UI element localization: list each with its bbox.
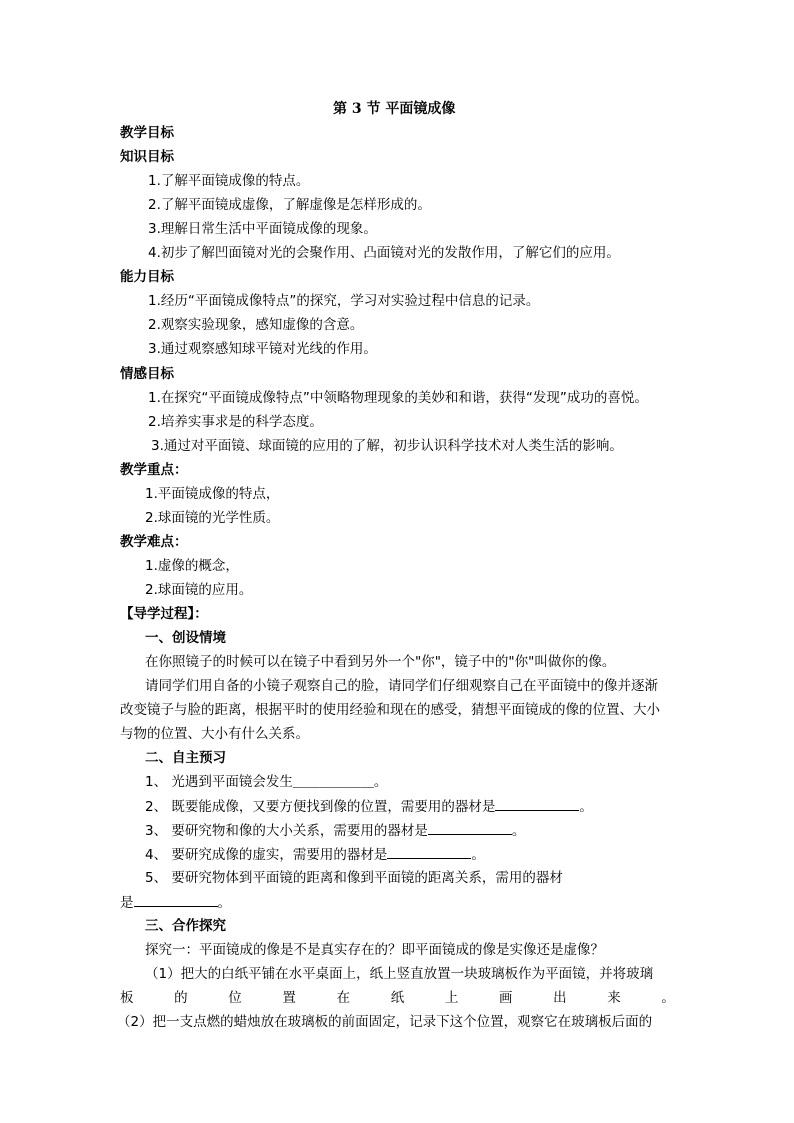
ability-item: 1.经历“平面镜成像特点”的探究，学习对实验过程中信息的记录。 bbox=[148, 293, 540, 309]
question-text: 2、 既要能成像，又要方便找到像的位置，需要用的器材是 bbox=[145, 799, 496, 815]
ability-goals-heading: 能力目标 bbox=[120, 269, 174, 285]
paragraph-line: 改变镜子与脸的距离，根据平时的使用经验和现在的感受，猜想平面镜成的像的位置、大小 bbox=[120, 702, 660, 718]
justified-char: 上 bbox=[444, 990, 459, 1006]
difficulty-item: 1.虚像的概念， bbox=[145, 558, 239, 574]
key-point-item: 2.球面镜的光学性质。 bbox=[145, 510, 280, 526]
key-point-item: 1.平面镜成像的特点， bbox=[145, 486, 280, 502]
emotion-goals-heading: 情感目标 bbox=[120, 366, 174, 382]
question-text: 3、 要研究物和像的大小关系，需要用的器材是 bbox=[145, 823, 428, 839]
justified-char: 的 bbox=[174, 990, 188, 1006]
answer-blank[interactable] bbox=[387, 846, 471, 859]
question-period: 。 bbox=[511, 823, 526, 839]
section-heading: 一、创设情境 bbox=[145, 630, 226, 646]
emotion-item: 3.通过对平面镜、球面镜的应用的了解，初步认识科学技术对人类生活的影响。 bbox=[151, 438, 623, 454]
justified-char: 来 bbox=[607, 990, 621, 1006]
paragraph-line: 在你照镜子的时候可以在镜子中看到另外一个"你"，镜子中的"你"叫做你的像。 bbox=[145, 654, 616, 670]
ability-item: 2.观察实验现象，感知虚像的含意。 bbox=[148, 317, 364, 333]
preview-question bbox=[145, 846, 485, 863]
paragraph-line: 请同学们用自备的小镜子观察自己的脸，请同学们仔细观察自己在平面镜中的像并逐渐 bbox=[145, 678, 658, 694]
question-period: 。 bbox=[217, 895, 231, 911]
knowledge-item: 3.理解日常生活中平面镜成像的现象。 bbox=[148, 221, 377, 237]
page-title: 第 3 节 平面镜成像 bbox=[333, 101, 456, 117]
preview-question-continued bbox=[120, 894, 231, 911]
knowledge-item: 1.了解平面镜成像的特点。 bbox=[148, 173, 310, 189]
ability-item: 3.通过观察感知球平镜对光线的作用。 bbox=[148, 341, 377, 357]
answer-blank[interactable] bbox=[428, 822, 512, 835]
section-heading: 三、合作探究 bbox=[145, 918, 226, 934]
answer-blank[interactable] bbox=[134, 894, 218, 907]
process-heading: 【导学过程】： bbox=[120, 606, 208, 622]
preview-question bbox=[145, 822, 525, 839]
justified-char: 置 bbox=[282, 990, 296, 1006]
teaching-goals-heading: 教学目标 bbox=[120, 125, 174, 141]
inquiry-question: 探究一：平面镜成的像是不是真实存在的？即平面镜成的像是实像还是虚像？ bbox=[145, 942, 604, 958]
justified-char: 在 bbox=[336, 990, 351, 1006]
knowledge-item: 2.了解平面镜成虚像，了解虚像是怎样形成的。 bbox=[148, 197, 431, 213]
justified-char: 纸 bbox=[390, 990, 405, 1006]
step-line: （1）把大的白纸平铺在水平桌面上，纸上竖直放置一块玻璃板作为平面镜，并将玻璃 bbox=[145, 966, 654, 982]
justified-char: 出 bbox=[553, 990, 567, 1006]
difficulty-item: 2.球面镜的应用。 bbox=[145, 582, 253, 598]
preview-question: 5、 要研究物体到平面镜的距离和像到平面镜的距离关系，需用的器材 bbox=[145, 870, 563, 886]
section-heading: 二、自主预习 bbox=[145, 750, 226, 766]
question-period: 。 bbox=[579, 799, 593, 815]
justified-char: 。 bbox=[661, 990, 675, 1006]
paragraph-line: 与物的位置、大小有什么关系。 bbox=[120, 726, 309, 742]
justified-char: 画 bbox=[498, 990, 513, 1006]
knowledge-item: 4.初步了解凹面镜对光的会聚作用、凸面镜对光的发散作用，了解它们的应用。 bbox=[148, 245, 620, 261]
key-points-heading: 教学重点： bbox=[120, 462, 188, 478]
justified-char: 位 bbox=[228, 990, 242, 1006]
answer-blank[interactable] bbox=[495, 798, 579, 811]
preview-question bbox=[145, 798, 593, 815]
step-line-justified bbox=[120, 990, 675, 1006]
question-text: 是 bbox=[120, 895, 134, 911]
justified-char: 板 bbox=[120, 990, 134, 1006]
question-period: 。 bbox=[471, 847, 485, 863]
knowledge-goals-heading: 知识目标 bbox=[120, 149, 174, 165]
difficulties-heading: 教学难点： bbox=[120, 534, 188, 550]
question-text: 4、 要研究成像的虚实，需要用的器材是 bbox=[145, 847, 388, 863]
emotion-item: 1.在探究“平面镜成像特点”中领略物理现象的美妙和和谐，获得“发现”成功的喜悦。 bbox=[148, 390, 648, 406]
emotion-item: 2.培养实事求是的科学态度。 bbox=[148, 414, 323, 430]
step-line: （2）把一支点燃的蜡烛放在玻璃板的前面固定，记录下这个位置，观察它在玻璃板后面的 bbox=[117, 1014, 653, 1030]
preview-question: 1、 光遇到平面镜会发生＿＿＿＿＿＿。 bbox=[145, 774, 388, 790]
